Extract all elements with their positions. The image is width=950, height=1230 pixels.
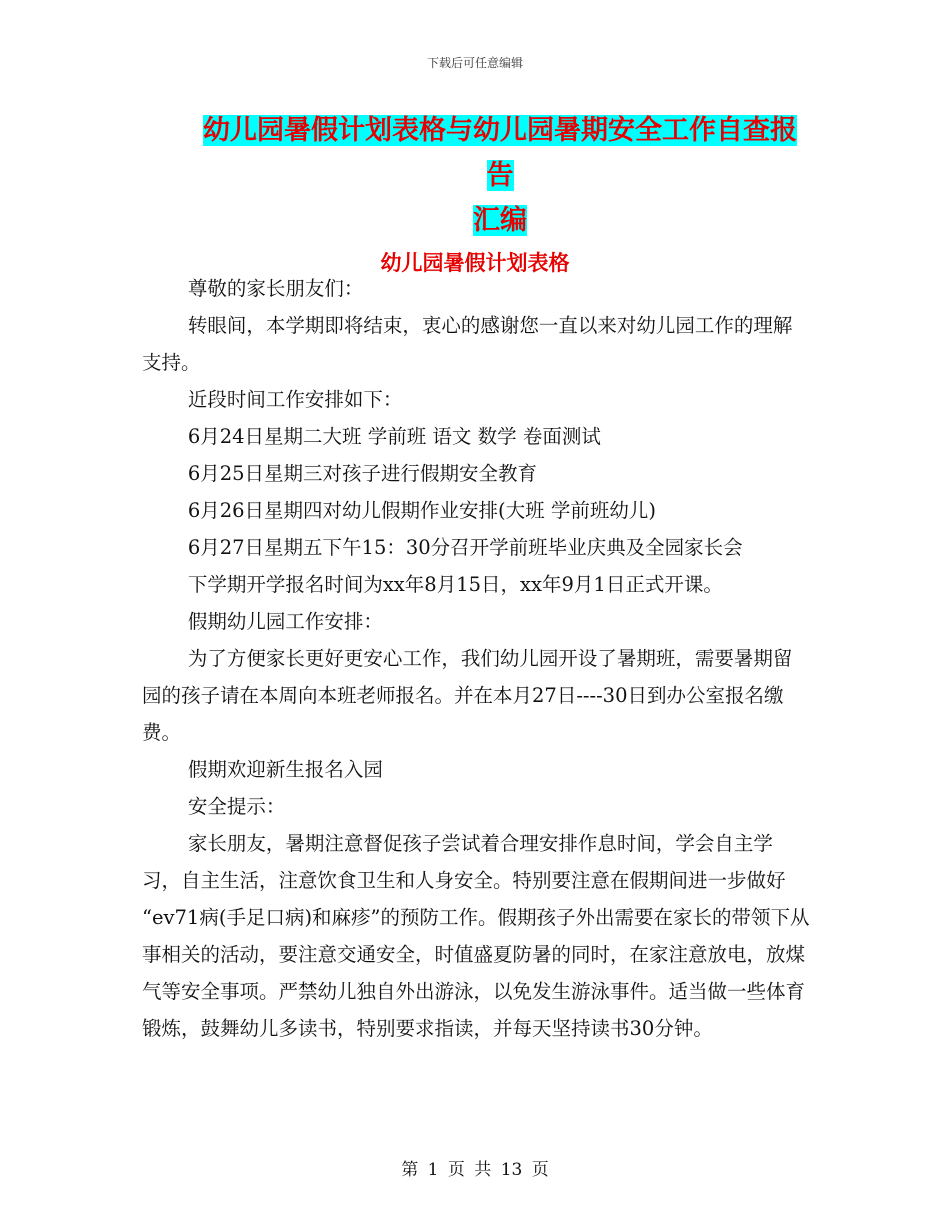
- section-title: 幼儿园暑假计划表格: [380, 251, 570, 275]
- paragraph-registration: 下学期开学报名时间为xx年8月15日，xx年9月1日正式开课。: [187, 573, 723, 596]
- title-line-2: 汇编: [473, 205, 527, 236]
- paragraph-greeting: 尊敬的家长朋友们：: [187, 277, 364, 300]
- paragraph-intro: 转眼间，本学期即将结束，衷心的感谢您一直以来对幼儿园工作的理解支持。: [142, 314, 793, 374]
- paragraph-safety-tips: 家长朋友，暑期注意督促孩子尝试着合理安排作息时间，学会自主学习，自主生活，注意饮食卫生和人身安全。特别要注意在假期间进一步做好 “ev71病(手足口病)和麻疹”的预防工作。假期孩子外出需要在家长的带领下从事相关的活动，要注意交通安全，时值盛夏防暑的同时，在家注意放电，放煤气等安全事项。严禁幼儿独自外出游泳，以免发生游泳事件。适当做一些体育锻炼，鼓舞幼儿多读书，特别要求指读，并每天坚持读书30分钟。: [142, 832, 810, 1040]
- schedule-item: 6月27日星期五下午15：30分召开学前班毕业庆典及全园家长会: [187, 536, 743, 559]
- document-body: [142, 270, 810, 1047]
- page-footer: 第 1 页 共 13 页: [401, 1160, 549, 1180]
- paragraph-safety-heading: 安全提示：: [187, 795, 286, 818]
- schedule-item: 6月26日星期四对幼儿假期作业安排(大班 学前班幼儿): [187, 499, 656, 522]
- paragraph-summer-class: 为了方便家长更好更安心工作，我们幼儿园开设了暑期班，需要暑期留园的孩子请在本周向本班老师报名。并在本月27日----30日到办公室报名缴费。: [142, 647, 793, 744]
- paragraph-schedule-heading: 近段时间工作安排如下：: [187, 388, 403, 411]
- schedule-item: 6月25日星期三对孩子进行假期安全教育: [187, 462, 538, 485]
- header-note: 下载后可任意编辑: [426, 56, 523, 70]
- schedule-item: 6月24日星期二大班 学前班 语文 数学 卷面测试: [187, 425, 601, 448]
- document-title: [195, 108, 805, 243]
- title-line-1: 幼儿园暑假计划表格与幼儿园暑期安全工作自查报告: [203, 115, 797, 191]
- paragraph-holiday-heading: 假期幼儿园工作安排：: [187, 610, 383, 633]
- paragraph-new-students: 假期欢迎新生报名入园: [187, 758, 383, 781]
